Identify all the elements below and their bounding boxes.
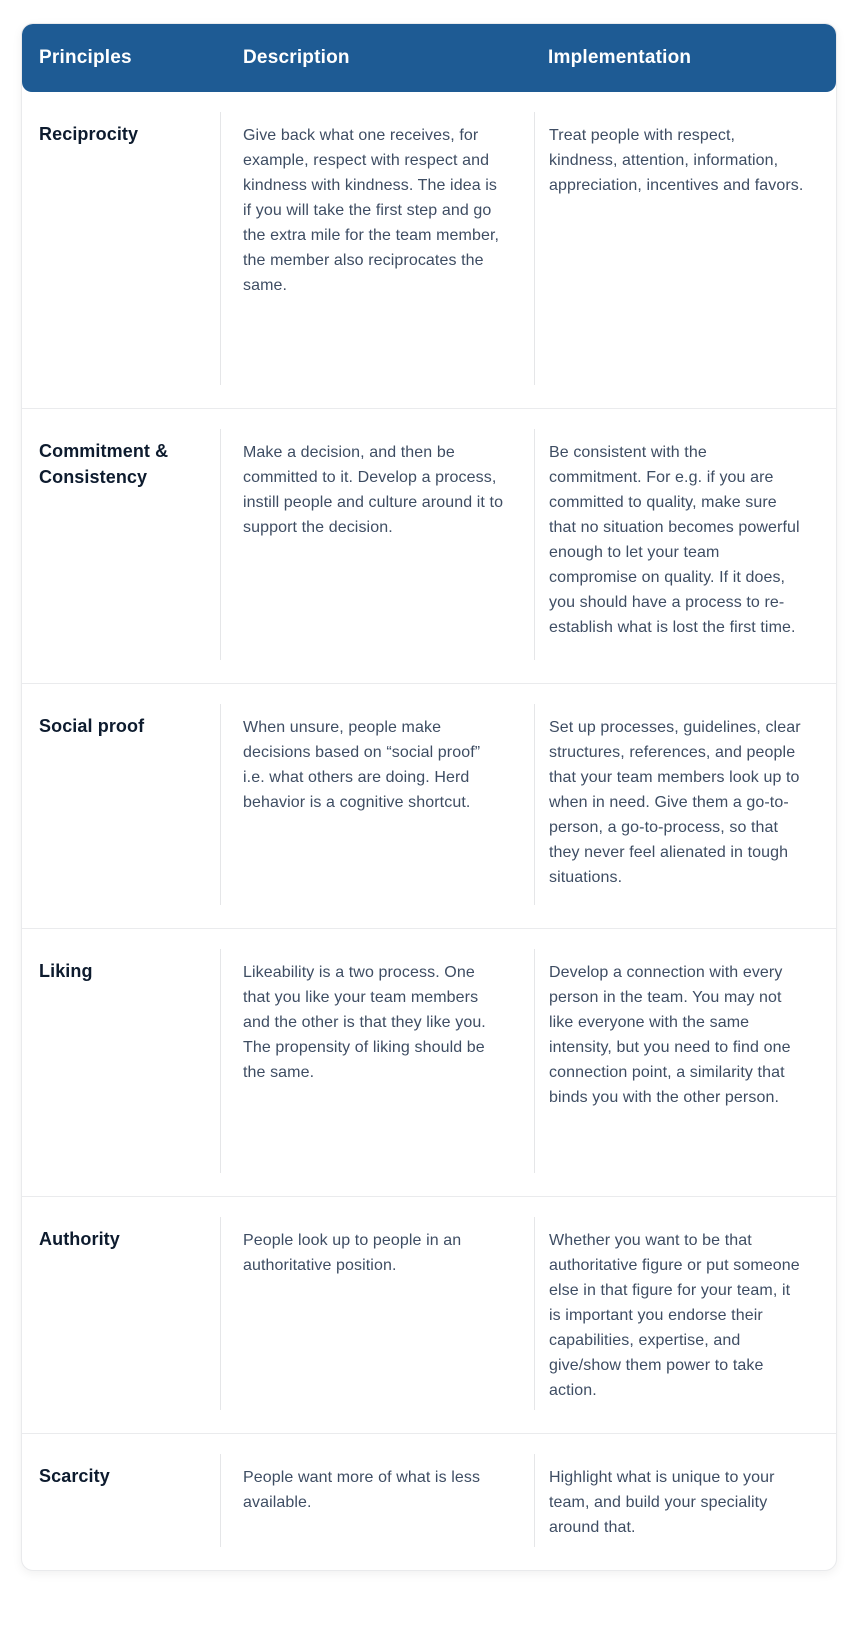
principle-cell: Liking — [39, 961, 93, 981]
implementation-cell: Whether you want to be that authoritative figure or put someone else in that figure for your team, it is important you endorse their capabilities, expertise, and give/show them power to take action. — [534, 1197, 836, 1433]
table-row-reciprocity — [22, 92, 836, 408]
table-row-social-proof — [22, 683, 836, 928]
description-cell: Give back what one receives, for example, respect with respect and kindness with kindness. The idea is if you will take the first step and go the extra mile for the team member, the member also reciprocates the same. — [220, 92, 534, 408]
principle-cell: Reciprocity — [39, 124, 139, 144]
implementation-cell: Develop a connection with every person in the team. You may not like everyone with the same intensity, but you need to find one connection point, a similarity that binds you with the other person. — [534, 929, 836, 1196]
description-cell: People look up to people in an authoritative position. — [220, 1197, 534, 1433]
column-header-description: Description — [243, 47, 350, 68]
implementation-cell: Highlight what is unique to your team, and build your speciality around that. — [534, 1434, 836, 1570]
principle-cell: Authority — [39, 1229, 120, 1249]
description-cell: When unsure, people make decisions based on “social proof” i.e. what others are doing. Herd behavior is a cognitive shortcut. — [220, 684, 534, 928]
column-header-implementation: Implementation — [548, 47, 692, 68]
principles-table-card — [21, 23, 837, 1571]
principle-cell: Commitment & Consistency — [39, 441, 169, 488]
table-row-scarcity — [22, 1433, 836, 1570]
table-row-commitment-consistency — [22, 408, 836, 683]
principle-cell: Social proof — [39, 716, 145, 736]
principle-cell: Scarcity — [39, 1466, 110, 1486]
column-header-principles: Principles — [39, 47, 132, 68]
table-header-row — [22, 24, 836, 92]
implementation-cell: Treat people with respect, kindness, attention, information, appreciation, incentives and favors. — [534, 92, 836, 408]
description-cell: Likeability is a two process. One that you like your team members and the other is that they like you. The propensity of liking should be the same. — [220, 929, 534, 1196]
description-cell: People want more of what is less available. — [220, 1434, 534, 1570]
implementation-cell: Be consistent with the commitment. For e.g. if you are committed to quality, make sure that no situation becomes powerful enough to let your team compromise on quality. If it does, you should have a process to re-establish what is lost the first time. — [534, 409, 836, 683]
table-row-authority — [22, 1196, 836, 1433]
description-cell: Make a decision, and then be committed to it. Develop a process, instill people and culture around it to support the decision. — [220, 409, 534, 683]
implementation-cell: Set up processes, guidelines, clear structures, references, and people that your team members look up to when in need. Give them a go-to-person, a go-to-process, so that they never feel alienated in tough situations. — [534, 684, 836, 928]
table-row-liking — [22, 928, 836, 1196]
